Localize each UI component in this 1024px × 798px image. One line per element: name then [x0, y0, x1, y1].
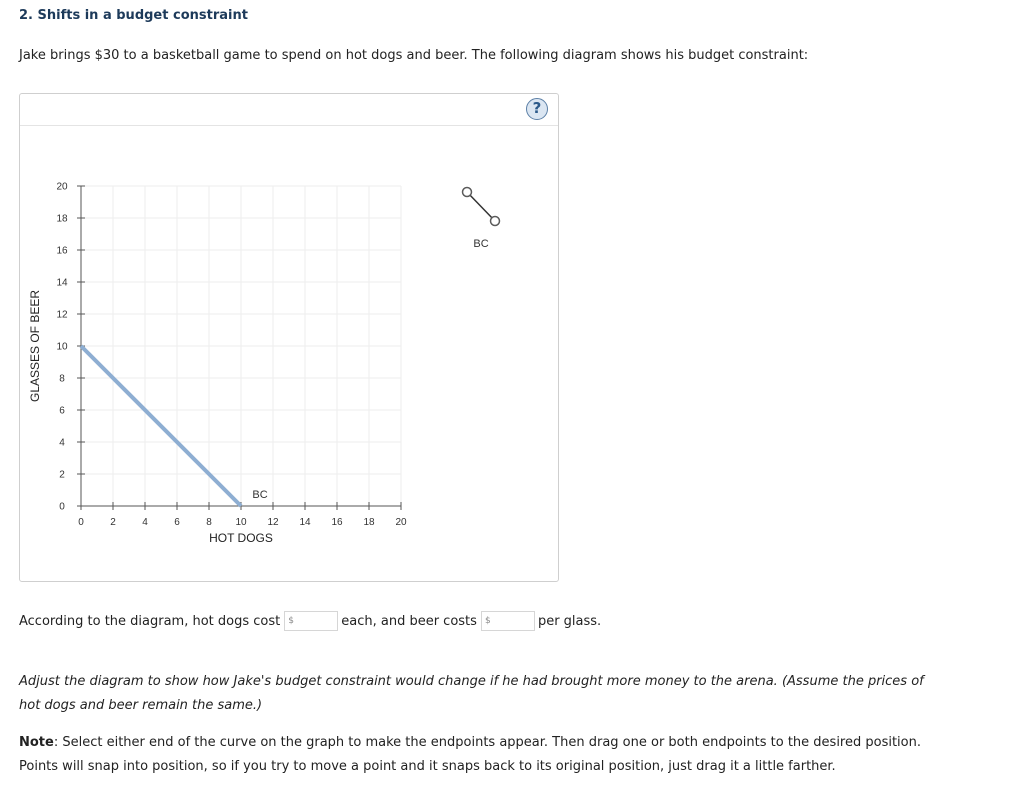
question-title: 2. Shifts in a budget constraint [19, 8, 248, 23]
price-question-part3: per glass. [537, 613, 602, 629]
y-tick-label: 12 [56, 309, 68, 321]
note-text [19, 731, 949, 779]
x-tick-label: 16 [331, 517, 343, 528]
x-tick-label: 12 [267, 517, 279, 528]
chart-series[interactable] [81, 346, 268, 506]
bc-tool-label: BC [473, 238, 489, 250]
y-tick-label: 2 [59, 469, 65, 481]
x-tick-label: 14 [299, 517, 311, 528]
currency-symbol: $ [288, 616, 294, 626]
chart-grid [81, 186, 401, 506]
y-tick-label: 0 [59, 501, 65, 513]
note-body: : Select either end of the curve on the graph to make the endpoints appear. Then drag one or both endpoints to the desired position. Points will snap into position, so if you try to move a point and it snaps back to its original position, just drag it a little farther. [19, 735, 921, 774]
bc-tool-palette[interactable] [463, 188, 500, 251]
bc-line[interactable] [81, 346, 241, 506]
price-question-part2: each, and beer costs [341, 613, 477, 629]
y-tick-label: 20 [56, 181, 68, 193]
budget-chart[interactable] [20, 94, 560, 583]
help-icon[interactable]: ? [526, 98, 548, 120]
x-tick-label: 20 [395, 517, 407, 528]
bc-tool-line[interactable] [467, 192, 495, 221]
currency-symbol: $ [484, 616, 491, 626]
price-question [19, 611, 601, 631]
y-axis-label: GLASSES OF BEER [28, 289, 42, 403]
instruction-text: Adjust the diagram to show how Jake's budget constraint would change if he had brought more money to the arena. (Assume the prices of hot dogs and beer remain the same.) [19, 674, 924, 713]
bc-tool-handle-end[interactable] [491, 217, 500, 226]
x-tick-label: 4 [142, 517, 148, 528]
hot-dog-price-field[interactable] [284, 611, 338, 631]
bc-tool-handle-start[interactable] [463, 188, 472, 197]
y-tick-label: 8 [59, 373, 65, 385]
y-tick-label: 6 [59, 405, 65, 417]
x-tick-label: 8 [206, 517, 212, 528]
price-question-part1: According to the diagram, hot dogs cost [19, 613, 281, 629]
y-tick-label: 4 [59, 437, 65, 449]
x-tick-label: 2 [110, 517, 116, 528]
intro-text: Jake brings $30 to a basketball game to spend on hot dogs and beer. The following diagram shows his budget constraint: [19, 48, 809, 63]
beer-price-field[interactable] [481, 611, 535, 631]
chart-axes [56, 182, 407, 529]
x-tick-label: 6 [174, 517, 180, 528]
x-tick-label: 18 [363, 517, 375, 528]
bc-line-label: BC [252, 489, 268, 501]
beer-price-input[interactable] [491, 613, 535, 629]
y-tick-label: 10 [56, 341, 68, 353]
graph-panel [19, 93, 559, 582]
x-tick-label: 0 [78, 517, 84, 528]
y-tick-label: 14 [56, 277, 68, 289]
hot-dog-price-input[interactable] [294, 613, 338, 629]
y-tick-label: 16 [56, 245, 68, 257]
y-tick-label: 18 [56, 213, 68, 225]
x-axis-label: HOT DOGS [209, 531, 273, 545]
x-tick-label: 10 [235, 517, 247, 528]
note-label: Note [19, 735, 54, 750]
